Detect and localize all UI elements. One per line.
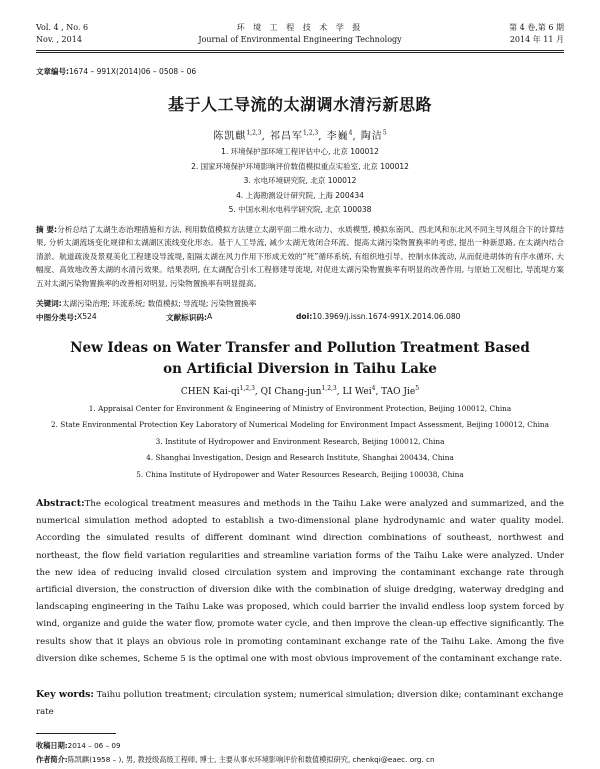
- author-bio-label: 作者简介:: [36, 755, 68, 764]
- received-date: [36, 741, 564, 751]
- keywords-en-label: Key words:: [36, 689, 94, 700]
- header-rule-top: [36, 50, 564, 51]
- journal-name-en: Journal of Environmental Engineering Technology: [198, 35, 402, 44]
- title-cn: 基于人工导流的太湖调水清污新思路: [167, 95, 432, 114]
- affiliation-en-2: 2. State Environmental Protection Key Laboratory of Numerical Modeling for Environment Impact Assessment, Beijing 100012, China: [51, 420, 549, 430]
- author-bio-text: 陈凯麒(1958 – ), 男, 教授级高级工程师, 博士, 主要从事水环境影响评价和数值模拟研究, chenkqi@eaec. org. cn: [67, 755, 435, 764]
- date-en: Nov. , 2014: [36, 35, 82, 44]
- affiliation-en-4: 4. Shanghai Investigation, Design and Research Institute, Shanghai 200434, China: [146, 453, 454, 463]
- article-number-label: 文章编号:: [36, 67, 69, 76]
- author-cn-2: 祁昌军$^{1,2,3}$: [269, 129, 319, 142]
- keywords-cn-label: 关键词:: [36, 299, 62, 308]
- article-number-value: 1674 – 991X(2014)06 – 0508 – 06: [69, 67, 197, 76]
- keywords-en: [36, 686, 564, 721]
- author-en-2: QI Chang-jun$^{1,2,3}$: [260, 385, 337, 397]
- affiliation-en-5: 5. China Institute of Hydropower and Water Resources Research, Beijing 100038, China: [136, 469, 464, 479]
- abstract-en-label: Abstract:: [36, 498, 85, 509]
- author-en-1: CHEN Kai-qi$^{1,2,3}$: [180, 385, 255, 397]
- author-en-3: LI Wei$^4$: [342, 385, 376, 397]
- abstract-en-text: The ecological treatment measures and methods in the Taihu Lake were analyzed and summarized, and the numerical simulation method adopted to establish a two-dimensional plane hydrodynamic and water quality model. According the simulated results of different dominant wind direction combinations of southeast, northwest and northeast, the flow field variation regularities and streamline variation forms of the Taihu Lake were analyzed. Under the new idea of reducing invalid closed circulation system and improving the contaminant exchange rate through artificial diversion, the construction of diversion dike with the combination of sluige dredging, waterway dredging and landscaping engineering in the Taihu Lake was proposed, which could barrier the invalid endless loop system forced by wind, organize and guide the water flow, promote water cycle, and then improve the clean-up effective significantly. The results show that it plays an obvious role in promoting contaminant exchange rate of the Taihu Lake. Among the five diversion dike schemes, Scheme 5 is the optimal one with most obvious improvement of the contaminant exchange rate.: [36, 499, 564, 664]
- header-center: [156, 22, 444, 46]
- clc-number: 中图分类号: X524: [36, 312, 97, 322]
- keywords-en-text: Taihu pollution treatment; circulation system; numerical simulation; diversion dike; contaminant exchange rate: [36, 690, 564, 717]
- author-en-4: TAO Jie$^5$: [381, 385, 420, 397]
- affiliations-en: [36, 401, 564, 483]
- doi: doi: 10.3969/j.issn.1674-991X.2014.06.080: [296, 312, 461, 321]
- abstract-en: [36, 495, 564, 668]
- document-code: 文献标识码: A: [166, 312, 213, 322]
- authors-cn: 陈凯麒$^{1,2,3}$, 祁昌军$^{1,2,3}$, 李巍$^4$, 陶洁$^5$: [213, 129, 387, 142]
- author-cn-3: 李巍$^4$: [326, 129, 353, 142]
- abstract-cn-text: 分析总结了太湖生态治理措施和方法, 利用数值模拟方法建立太湖平面二维水动力、水质模型, 模拟东南风、西北风和东北风不同主导风组合下的计算结果, 分析太湖流场变化规律和太湖湖区流线变化形态。基于人工导流, 减少太湖无效闭合环流、提高太湖污染物置换率的考虑, 提出一种新思路, 在太湖内结合清淤、航道疏浚及景观美化工程建设导流堤, 阻隔太湖在风力作用下形成无效的“死”循环系统, 有组织地引导、控制水体流动, 从而促进胡体的有序水循环, 大幅度、高效地改善太湖的水清污效果。结果表明, 在太湖配合引水工程修建导流堤, 对促进太湖污染物置换率有明显的改善作用, 与原始工况相比, 导流堤方案五对太湖污染物置换率的改善相对明显, 污染物置换率有明显提高。: [36, 225, 564, 288]
- author-cn-1: 陈凯麒$^{1,2,3}$: [213, 129, 262, 142]
- abstract-cn-label: 摘 要:: [36, 225, 58, 234]
- author-bio: [36, 755, 564, 765]
- running-header: [36, 22, 564, 48]
- authors-en: CHEN Kai-qi$^{1,2,3}$, QI Chang-jun$^{1,2,3}$, LI Wei$^4$, TAO Jie$^5$: [180, 385, 420, 397]
- keywords-cn-text: 太湖污染治理; 环流系统; 数值模拟; 导流堤; 污染物置换率: [61, 299, 257, 308]
- header-right: [509, 22, 564, 46]
- article-number: [36, 66, 196, 77]
- affiliation-cn-5: 5. 中国水利水电科学研究院, 北京 100038: [228, 205, 372, 215]
- header-left: [36, 22, 88, 46]
- author-cn-4: 陶洁$^5$: [360, 129, 387, 142]
- affiliation-en-1: 1. Appraisal Center for Environment & Engineering of Ministry of Environment Protection, Beijing 100012, China: [88, 404, 512, 413]
- affiliations-cn: [36, 145, 564, 218]
- title-en-line-2: on Artificial Diversion in Taihu Lake: [163, 361, 437, 377]
- affiliation-cn-3: 3. 水电环境研究院, 北京 100012: [243, 176, 357, 186]
- keywords-cn: [36, 298, 564, 309]
- footnote-rule: [36, 733, 116, 734]
- date-cn: 2014 年 11 月: [509, 35, 564, 44]
- journal-name-cn: 环 境 工 程 技 术 学 报: [236, 23, 364, 32]
- title-en: [36, 338, 564, 380]
- abstract-cn: [36, 223, 564, 290]
- volume-issue-cn: 第 4 卷,第 6 期: [509, 23, 564, 32]
- title-en-line-1: New Ideas on Water Transfer and Pollution Treatment Based: [70, 340, 530, 356]
- header-rule-bottom: [36, 52, 564, 53]
- received-label: 收稿日期:: [36, 741, 68, 750]
- received-value: 2014 – 06 – 09: [67, 741, 121, 750]
- affiliation-en-3: 3. Institute of Hydropower and Environment Research, Beijing 100012, China: [155, 436, 445, 446]
- affiliation-cn-2: 2. 国家环境保护环境影响评价数值模拟重点实验室, 北京 100012: [191, 161, 409, 171]
- volume-issue-en: Vol. 4 , No. 6: [36, 23, 89, 32]
- affiliation-cn-4: 4. 上海勘测设计研究院, 上海 200434: [236, 190, 364, 200]
- affiliation-cn-1: 1. 环境保护部环境工程评估中心, 北京 100012: [221, 147, 379, 156]
